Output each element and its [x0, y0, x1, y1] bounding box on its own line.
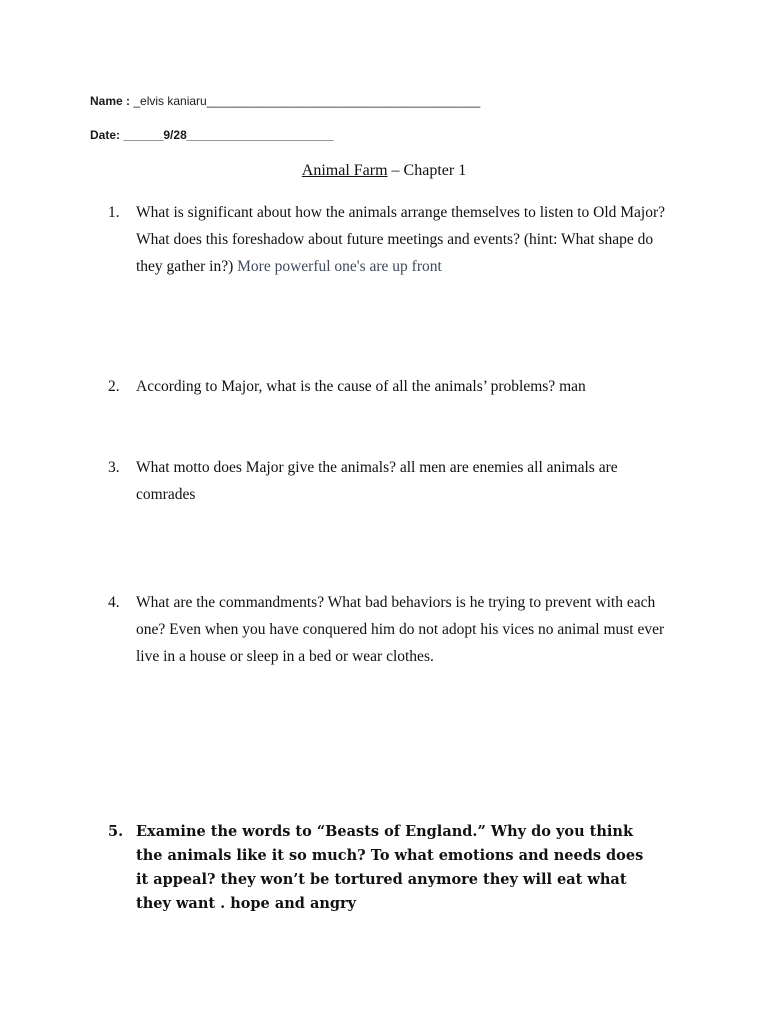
answer-text: More powerful one's are up front — [237, 258, 442, 275]
book-title: Animal Farm — [301, 162, 388, 179]
name-line — [90, 94, 480, 108]
question-number: 4. — [108, 594, 120, 611]
question-number: 2. — [108, 378, 120, 395]
question-number: 5. — [108, 823, 124, 840]
chapter-label: – Chapter 1 — [387, 162, 467, 179]
question-5 — [108, 820, 648, 916]
answer-text: they won’t be tortured anymore they will eat what they want . hope and angry — [136, 871, 627, 912]
question-3 — [108, 454, 678, 508]
question-number: 3. — [108, 459, 120, 476]
question-text: What is significant about how the animals arrange themselves to listen to Old Major? What does this foreshadow about future meetings and events? (hint: What shape do they gather in?) — [136, 204, 666, 275]
answer-text: all men are enemies all animals are comrades — [136, 459, 618, 503]
question-text: What are the commandments? What bad behaviors is he trying to prevent with each one? — [136, 594, 656, 638]
worksheet-title — [0, 162, 768, 180]
question-text: According to Major, what is the cause of all the animals’ problems? — [136, 378, 560, 395]
question-4 — [108, 589, 678, 670]
name-value: _elvis kaniaru_________________________________________ — [130, 94, 481, 108]
name-label: Name : — [90, 94, 131, 108]
answer-text: Even when you have conquered him do not adopt his vices no animal must ever live in a house or sleep in a bed or wear clothes. — [136, 621, 665, 665]
date-label: Date: ______9/28______________________ — [90, 128, 334, 142]
question-number: 1. — [108, 204, 120, 221]
question-1 — [108, 199, 678, 280]
question-text: Examine the words to “Beasts of England.” Why do you think the animals like it so much? To what emotions and needs does it appeal? — [136, 823, 644, 888]
question-text: What motto does Major give the animals? — [136, 459, 400, 476]
date-line — [90, 128, 334, 142]
question-2 — [108, 373, 678, 400]
answer-text: man — [559, 378, 586, 395]
